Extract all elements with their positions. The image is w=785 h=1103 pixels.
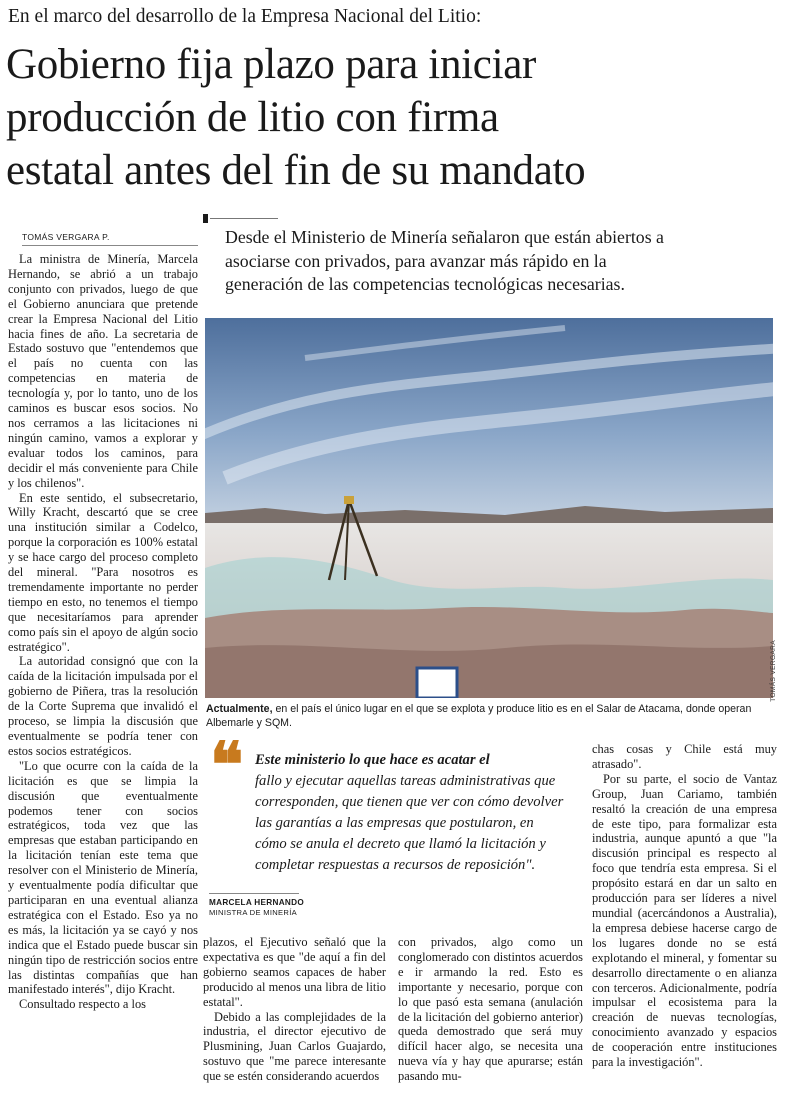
paragraph: La ministra de Minería, Marcela Hernando, se abrió a un trabajo conjunto con privados, luego de que el Gobierno anunciara que pretende crear la Empresa Nacional del Litio hacia fines de año. La secretaria de Estado sostuvo que "entendemos que el país no cuenta con las competencias en materia de tecnología y, por lo tanto, uno de los caminos es buscar esos socios. No nos cerramos a las licitaciones ni ningún camino, vamos a explorar y evaluar todos los caminos, para decidir el más conveniente para Chile y los chilenos". <box>8 252 198 490</box>
divider <box>210 218 278 219</box>
caption-line: Albemarle y SQM. <box>206 717 292 729</box>
paragraph: Por su parte, el socio de Vantaz Group, Juan Cariamo, también resaltó la creación de una empresa de este tipo, para formalizar esta industria, aunque apuntó a que "la discusión principal es respecto al foco que tendría esta empresa. Si el propósito estará en dar un salto en producción para ser líderes a nivel mundial (acercándonos a Australia), la empresa debiese hacerse cargo de los lugares donde no se está explotando el mineral, y fomentar su desarrollo directamente o en alianza con terceros. Adicionalmente, podría impulsar el ecosistema para la creación de nuevas tecnologías, conocimiento avanzado y espacios de cooperación entre instituciones para la investigación". <box>592 771 777 1070</box>
deck <box>225 226 777 297</box>
quote-line: Este ministerio lo que hace es acatar el <box>255 752 490 768</box>
body-column-4 <box>592 742 777 1070</box>
byline: TOMÁS VERGARA P. <box>22 232 110 242</box>
paragraph: La autoridad consignó que con la caída de la licitación impulsada por el gobierno de Piñera, tras la resolución de la Corte Suprema que invalidó el proceso, se limpia la discusión que eventualmente se podría tener con estos socios estratégicos. <box>8 654 198 758</box>
paragraph: con privados, algo como un conglomerado con distintos acuerdos e ir armando la red. Esto es importante y necesario, porque con lo que pasó esta semana (anulación de la licitación del gobierno anterior) queda demostrado que será muy difícil hacer algo, se necesita una nueva vía y hay que apurarse; están pasando mu- <box>398 935 583 1084</box>
quote-line: completar respuestas a recursos de reposición". <box>255 857 536 873</box>
divider <box>22 245 198 246</box>
quote-mark-icon: ❝ <box>210 728 234 801</box>
divider <box>209 893 299 894</box>
divider-marker <box>203 214 208 223</box>
quote-line: fallo y ejecutar aquellas tareas administrativas que <box>255 773 556 789</box>
quote-line: cómo se anula el decreto que llamó la licitación y <box>255 836 546 852</box>
paragraph: Consultado respecto a los <box>19 997 146 1012</box>
quote-author: MARCELA HERNANDO <box>209 898 305 907</box>
kicker: En el marco del desarrollo de la Empresa Nacional del Litio: <box>8 6 482 27</box>
body-column-3 <box>398 935 583 1084</box>
headline-line: Gobierno fija plazo para iniciar <box>6 41 537 88</box>
paragraph: plazos, el Ejecutivo señaló que la expectativa es que "de aquí a fin del gobierno seamos capaces de haber producido al menos una libra de litio estatal". <box>203 935 386 1009</box>
paragraph: "Lo que ocurre con la caída de la licitación es que se limpia la discusión que eventualmente podemos tener con socios estratégicos, toda vez que las empresas que estaban participando en la licitación tenían este tema que resolver con el Ministerio de Minería, y eventualmente podía dificultar que participaran en una eventual alianza estratégica con el Estado. Eso ya no es más, la licitación ya se cayó y nos indica que el Estado puede buscar sin ningún tipo de restricción socios entre las distintas compañías que han manifestado interés", dijo Kracht. <box>8 758 198 997</box>
caption-line <box>206 702 776 716</box>
paragraph: En este sentido, el subsecretario, Willy Kracht, descartó que se cree una institución similar a Codelco, porque la corporación es 100% estatal y se hace cargo del proceso completo del mineral. "Para nosotros es tremendamente importante no perder tiempo en esto, no tenemos el tiempo que necesitaríamos para aprender como país sin el apoyo de algún socio estratégico". <box>8 490 198 654</box>
paragraph: Debido a las complejidades de la industria, el director ejecutivo de Plusmining, Juan Carlos Guajardo, sostuvo que "me parece interesante que se estén considerando acuerdos <box>203 1009 386 1084</box>
body-column-2 <box>203 935 386 1084</box>
headline <box>6 38 781 197</box>
quote-line: corresponden, que tienen que ver con cómo devolver <box>255 794 564 810</box>
photo-caption <box>206 702 776 730</box>
salar-photo <box>205 318 773 698</box>
photo-credit: TOMÁS VERGARA <box>770 640 777 702</box>
body-column-1 <box>8 252 198 1012</box>
salar-photo-illustration <box>205 318 773 698</box>
caption-text: en el país el único lugar en el que se explota y produce litio es en el Salar de Atacama, donde operan <box>272 703 752 715</box>
quote-line: las garantías a las empresas que postularon, en <box>255 815 534 831</box>
deck-line: asociarse con privados, para avanzar más rápido en la <box>225 250 607 271</box>
headline-line: estatal antes del fin de su mandato <box>6 147 586 194</box>
deck-line: generación de las competencias tecnológicas necesarias. <box>225 274 625 294</box>
deck-line: Desde el Ministerio de Minería señalaron que están abiertos a <box>225 227 664 247</box>
quote-author-role: MINISTRA DE MINERÍA <box>209 908 297 917</box>
paragraph: chas cosas y Chile está muy atrasado". <box>592 742 777 771</box>
headline-line: producción de litio con firma <box>6 94 499 141</box>
pull-quote <box>209 750 587 876</box>
caption-lead: Actualmente, <box>206 703 273 715</box>
